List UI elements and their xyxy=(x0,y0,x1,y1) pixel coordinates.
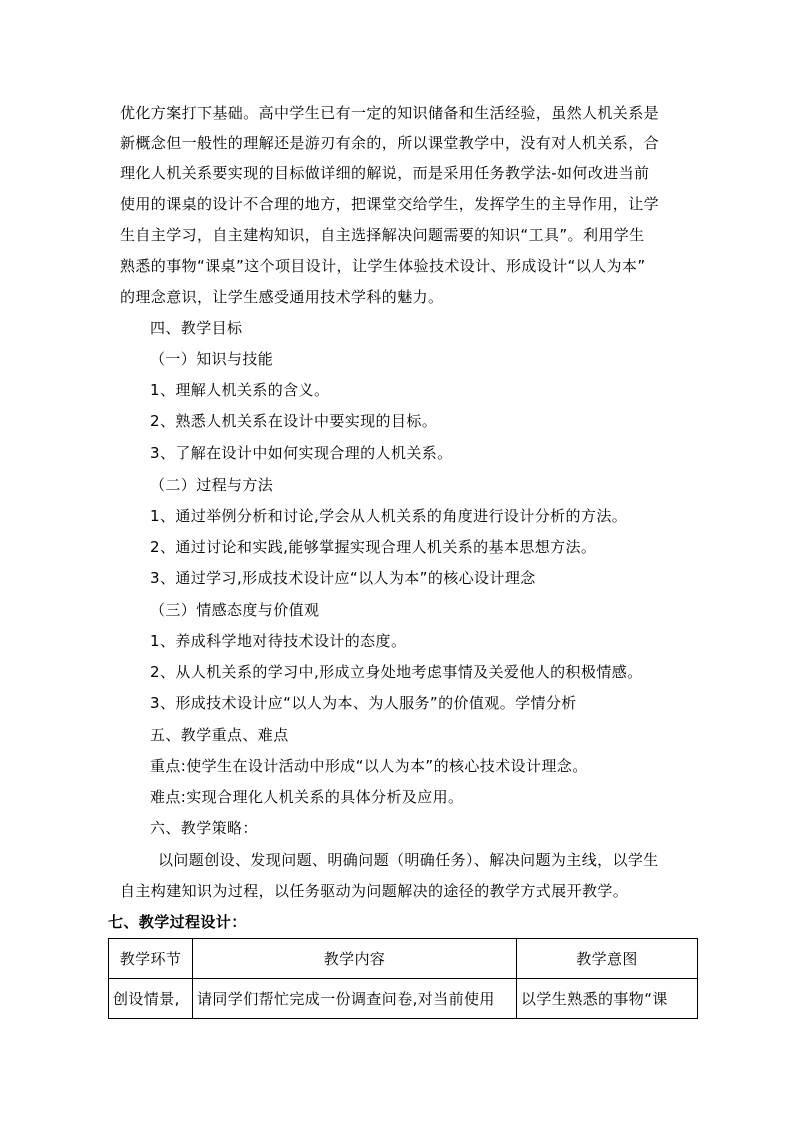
subsection-heading: （三）情感态度与价值观 xyxy=(150,601,320,619)
section-heading: 七、教学过程设计： xyxy=(108,913,247,931)
strategy-line: 以问题创设、发现问题、明确问题（明确任务）、解决问题为主线，以学生 xyxy=(158,851,659,869)
strategy-line: 自主构建知识为过程，以任务驱动为问题解决的途径的教学方式展开教学。 xyxy=(120,882,629,900)
list-item: 2、从人机关系的学习中,形成立身处地考虑事情及关爱他人的积极情感。 xyxy=(150,663,643,681)
list-item: 3、形成技术设计应“以人为本、为人服务”的价值观。学情分析 xyxy=(150,694,577,712)
list-item: 1、理解人机关系的含义。 xyxy=(150,381,330,399)
table-cell: 请同学们帮忙完成一份调查问卷,对当前使用 xyxy=(193,979,517,1019)
table-header-cell: 教学内容 xyxy=(193,939,517,979)
difficult-point: 难点:实现合理化人机关系的具体分析及应用。 xyxy=(150,788,464,806)
paragraph-line: 理化人机关系要实现的目标做详细的解说，而是采用任务教学法-如何改进当前 xyxy=(120,164,650,182)
section-heading: 四、教学目标 xyxy=(150,319,243,337)
list-item: 2、通过讨论和实践,能够掌握实现合理人机关系的基本思想方法。 xyxy=(150,538,597,556)
section-heading: 五、教学重点、难点 xyxy=(150,726,289,744)
list-item: 3、通过学习,形成技术设计应“以人为本”的核心设计理念 xyxy=(150,569,536,587)
table-cell: 以学生熟悉的事物“课 xyxy=(517,979,698,1019)
table-header-cell: 教学环节 xyxy=(109,939,193,979)
paragraph-line: 熟悉的事物“课桌”这个项目设计，让学生体验技术设计、形成设计“以人为本” xyxy=(120,257,646,275)
table-header-row xyxy=(109,939,698,979)
list-item: 1、通过举例分析和讨论,学会从人机关系的角度进行设计分析的方法。 xyxy=(150,507,628,525)
list-item: 1、养成科学地对待技术设计的态度。 xyxy=(150,632,407,650)
section-heading: 六、教学策略： xyxy=(150,819,258,837)
subsection-heading: （一）知识与技能 xyxy=(150,350,274,368)
subsection-heading: （二）过程与方法 xyxy=(150,476,274,494)
table-cell: 创设情景, xyxy=(109,979,193,1019)
teaching-process-table xyxy=(108,938,698,1019)
paragraph-line: 的理念意识，让学生感受通用技术学科的魅力。 xyxy=(120,288,444,306)
table-header-cell: 教学意图 xyxy=(517,939,698,979)
key-point: 重点:使学生在设计活动中形成“以人为本”的核心技术设计理念。 xyxy=(150,757,588,775)
paragraph-line: 使用的课桌的设计不合理的地方，把课堂交给学生，发挥学生的主导作用，让学 xyxy=(120,195,660,213)
paragraph-line: 新概念但一般性的理解还是游刃有余的，所以课堂教学中，没有对人机关系，合 xyxy=(120,134,660,152)
paragraph-line: 优化方案打下基础。高中学生已有一定的知识储备和生活经验，虽然人机关系是 xyxy=(120,104,660,122)
list-item: 2、熟悉人机关系在设计中要实现的目标。 xyxy=(150,412,438,430)
paragraph-line: 生自主学习，自主建构知识，自主选择解决问题需要的知识“工具”。利用学生 xyxy=(120,226,645,244)
list-item: 3、了解在设计中如何实现合理的人机关系。 xyxy=(150,444,453,462)
table-row xyxy=(109,979,698,1019)
